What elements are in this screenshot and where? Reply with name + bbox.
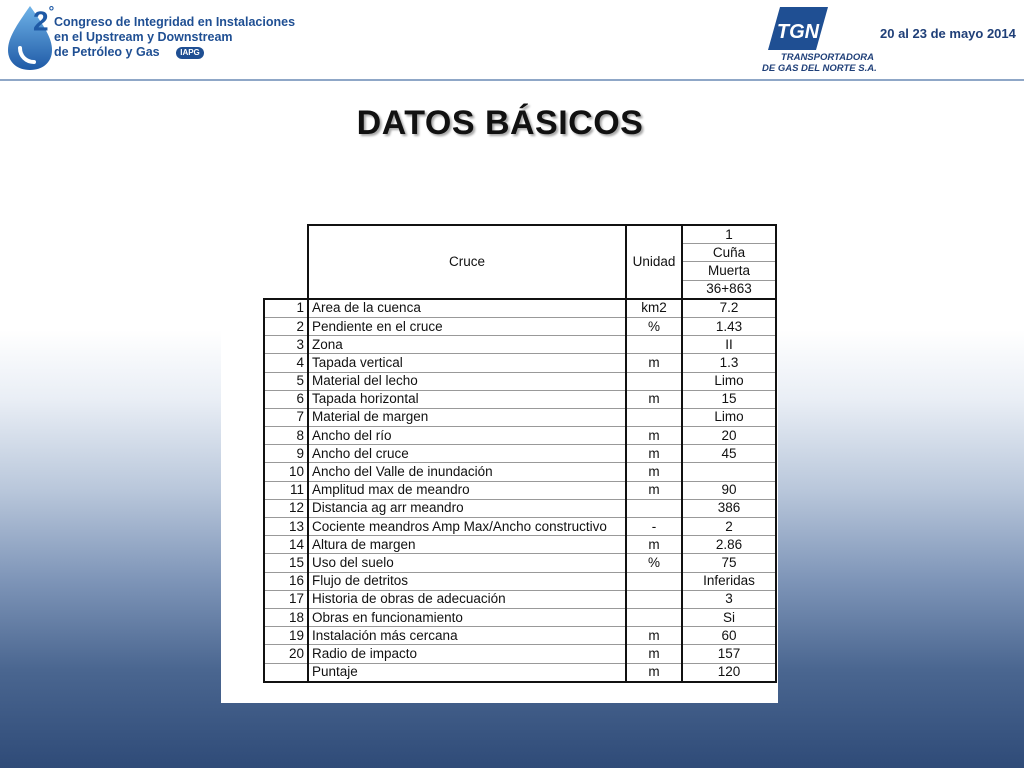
row-unit: m	[626, 354, 682, 372]
table-panel	[221, 207, 778, 703]
row-value: Limo	[682, 408, 776, 426]
row-unit: m	[626, 445, 682, 463]
congress-title-line-3: de Petróleo y Gas	[54, 45, 160, 59]
row-number: 11	[264, 481, 308, 499]
row-number: 12	[264, 499, 308, 517]
row-value: 7.2	[682, 299, 776, 318]
row-name: Ancho del cruce	[308, 445, 626, 463]
row-unit	[626, 499, 682, 517]
row-unit	[626, 590, 682, 608]
row-value: II	[682, 336, 776, 354]
table-row	[264, 536, 776, 554]
header-value-1: 1	[682, 225, 776, 244]
tgn-subtitle-line-1: TRANSPORTADORA	[780, 52, 874, 63]
congress-title-line-1: Congreso de Integridad en Instalaciones	[54, 15, 296, 29]
row-value	[682, 463, 776, 481]
row-number: 9	[264, 445, 308, 463]
row-number: 10	[264, 463, 308, 481]
table-header-row	[264, 225, 776, 244]
row-number: 2	[264, 317, 308, 335]
row-number: 13	[264, 518, 308, 536]
table-row	[264, 336, 776, 354]
row-value: 45	[682, 445, 776, 463]
row-value: 15	[682, 390, 776, 408]
row-name: Radio de impacto	[308, 645, 626, 663]
row-number: 3	[264, 336, 308, 354]
tgn-subtitle-line-2: DE GAS DEL NORTE S.A.	[762, 63, 877, 74]
row-unit	[626, 336, 682, 354]
table-row	[264, 554, 776, 572]
row-number: 18	[264, 608, 308, 626]
event-date: 20 al 23 de mayo 2014	[880, 26, 1016, 41]
table-row	[264, 572, 776, 590]
congress-number: 2°	[33, 3, 55, 37]
row-value: 386	[682, 499, 776, 517]
row-name: Distancia ag arr meandro	[308, 499, 626, 517]
row-unit	[626, 572, 682, 590]
table-row	[264, 317, 776, 335]
row-number: 19	[264, 627, 308, 645]
table-row	[264, 390, 776, 408]
table-row	[264, 608, 776, 626]
row-value: 1.3	[682, 354, 776, 372]
row-name: Tapada vertical	[308, 354, 626, 372]
row-unit: m	[626, 663, 682, 682]
row-unit: -	[626, 518, 682, 536]
row-value: Limo	[682, 372, 776, 390]
row-value: 157	[682, 645, 776, 663]
table-row	[264, 463, 776, 481]
tgn-subtitle	[762, 52, 877, 74]
row-name: Amplitud max de meandro	[308, 481, 626, 499]
row-value: 20	[682, 427, 776, 445]
row-name: Material del lecho	[308, 372, 626, 390]
slide-header	[0, 0, 1024, 80]
row-name: Material de margen	[308, 408, 626, 426]
table-row	[264, 645, 776, 663]
row-name: Ancho del Valle de inundación	[308, 463, 626, 481]
row-unit: m	[626, 536, 682, 554]
row-value: Inferidas	[682, 572, 776, 590]
row-unit: %	[626, 554, 682, 572]
row-name: Cociente meandros Amp Max/Ancho constructivo	[308, 518, 626, 536]
header-unidad: Unidad	[626, 225, 682, 299]
row-unit: m	[626, 645, 682, 663]
table-row	[264, 299, 776, 318]
row-unit: m	[626, 627, 682, 645]
row-name: Obras en funcionamiento	[308, 608, 626, 626]
row-value: 120	[682, 663, 776, 682]
table-row	[264, 427, 776, 445]
row-name: Uso del suelo	[308, 554, 626, 572]
table-row	[264, 354, 776, 372]
tgn-logo-text: TGN	[776, 21, 820, 43]
row-name: Zona	[308, 336, 626, 354]
row-value: 2	[682, 518, 776, 536]
row-name: Puntaje	[308, 663, 626, 682]
row-number: 6	[264, 390, 308, 408]
header-value-2: Cuña	[682, 244, 776, 262]
table-row	[264, 590, 776, 608]
row-name: Instalación más cercana	[308, 627, 626, 645]
row-value: 2.86	[682, 536, 776, 554]
row-number: 8	[264, 427, 308, 445]
row-number: 20	[264, 645, 308, 663]
table-row	[264, 408, 776, 426]
row-number: 15	[264, 554, 308, 572]
header-divider	[0, 79, 1024, 81]
row-name: Historia de obras de adecuación	[308, 590, 626, 608]
row-number: 14	[264, 536, 308, 554]
header-value-4: 36+863	[682, 280, 776, 299]
basic-data-table	[263, 224, 777, 683]
table-row	[264, 481, 776, 499]
row-unit	[626, 608, 682, 626]
row-unit	[626, 372, 682, 390]
row-number	[264, 663, 308, 682]
row-unit: m	[626, 463, 682, 481]
tgn-logo-icon	[768, 7, 828, 50]
header-value-3: Muerta	[682, 262, 776, 280]
row-value: Si	[682, 608, 776, 626]
row-value: 60	[682, 627, 776, 645]
row-number: 5	[264, 372, 308, 390]
row-number: 7	[264, 408, 308, 426]
table-row	[264, 372, 776, 390]
row-name: Pendiente en el cruce	[308, 317, 626, 335]
row-unit: m	[626, 427, 682, 445]
row-value: 3	[682, 590, 776, 608]
iapg-logo: IAPG	[176, 47, 204, 59]
header-cruce: Cruce	[308, 225, 626, 299]
congress-title-line-2: en el Upstream y Downstream	[54, 30, 233, 44]
table-row	[264, 518, 776, 536]
row-value: 75	[682, 554, 776, 572]
row-value: 90	[682, 481, 776, 499]
table-row	[264, 445, 776, 463]
row-unit	[626, 408, 682, 426]
row-value: 1.43	[682, 317, 776, 335]
row-name: Tapada horizontal	[308, 390, 626, 408]
row-name: Flujo de detritos	[308, 572, 626, 590]
table-row	[264, 627, 776, 645]
row-name: Altura de margen	[308, 536, 626, 554]
row-unit: m	[626, 390, 682, 408]
row-unit: m	[626, 481, 682, 499]
row-name: Ancho del río	[308, 427, 626, 445]
row-number: 17	[264, 590, 308, 608]
row-number: 4	[264, 354, 308, 372]
row-number: 1	[264, 299, 308, 318]
table-row	[264, 663, 776, 682]
row-number: 16	[264, 572, 308, 590]
row-name: Area de la cuenca	[308, 299, 626, 318]
slide-title: DATOS BÁSICOS	[356, 104, 644, 142]
row-unit: km2	[626, 299, 682, 318]
table-row	[264, 499, 776, 517]
row-unit: %	[626, 317, 682, 335]
